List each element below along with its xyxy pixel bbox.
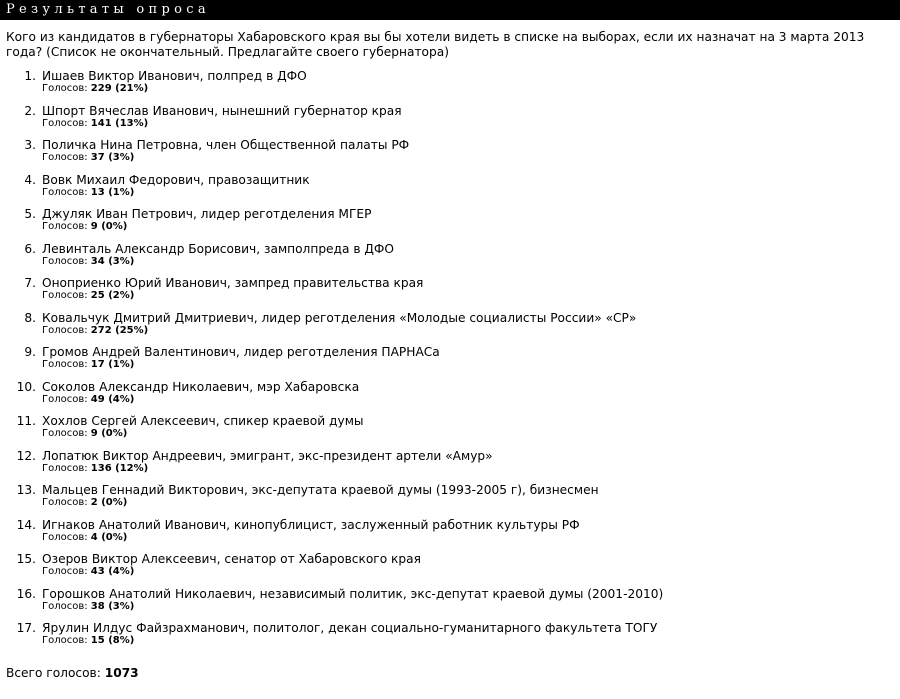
poll-option-label: Ишаев Виктор Иванович, полпред в ДФО: [42, 69, 307, 83]
poll-option-number: 12.: [16, 448, 36, 463]
poll-option-votes: [42, 566, 134, 578]
poll-option-votes: [42, 256, 134, 268]
poll-option: [0, 173, 900, 208]
poll-option: [0, 138, 900, 173]
poll-option: [0, 587, 900, 622]
poll-option-label: Ковальчук Дмитрий Дмитриевич, лидер реготделения «Молодые социалисты России» «СР»: [42, 310, 637, 325]
poll-option-votes: [42, 601, 134, 613]
votes-value: 38 (3%): [90, 600, 135, 612]
poll-option-votes: [42, 152, 134, 164]
votes-label: Голосов:: [42, 324, 88, 336]
poll-option-number: 11.: [16, 414, 36, 428]
votes-value: 15 (8%): [90, 635, 135, 646]
votes-value: 34 (3%): [90, 255, 135, 267]
poll-option-number: 9.: [24, 345, 36, 359]
total-votes: [6, 666, 139, 681]
poll-option-votes: [42, 290, 134, 302]
votes-label: Голосов:: [42, 186, 88, 198]
poll-option: [0, 276, 900, 311]
poll-option-votes: [42, 532, 127, 544]
poll-options-list: [0, 69, 900, 656]
votes-label: Голосов:: [42, 221, 88, 232]
poll-option-votes: [42, 359, 134, 371]
poll-option-label: Оноприенко Юрий Иванович, зампред правительства края: [42, 276, 424, 290]
poll-option-votes: [42, 118, 148, 130]
votes-label: Голосов:: [42, 600, 88, 612]
poll-option-label: Джуляк Иван Петрович, лидер реготделения МГЕР: [42, 207, 372, 221]
poll-option-votes: [42, 83, 148, 95]
votes-value: 17 (1%): [90, 359, 135, 370]
votes-label: Голосов:: [42, 393, 88, 405]
poll-option-label: Хохлов Сергей Алексеевич, спикер краевой думы: [42, 414, 364, 428]
poll-option-votes: [42, 497, 127, 509]
poll-option-label: Мальцев Геннадий Викторович, экс-депутата краевой думы (1993-2005 г), бизнесмен: [42, 483, 599, 497]
poll-option-label: Горошков Анатолий Николаевич, независимый политик, экс-депутат краевой думы (2001-2010): [42, 586, 664, 601]
votes-value: 4 (0%): [90, 531, 128, 543]
votes-label: Голосов:: [42, 152, 88, 163]
poll-question: Кого из кандидатов в губернаторы Хабаровского края вы бы хотели видеть в списке на выборах, если их назначат на 3 марта 2013 года? (Список не окончательный. Предлагайте своего губернатора): [6, 30, 865, 59]
poll-option: [0, 518, 900, 553]
votes-label: Голосов:: [42, 462, 88, 474]
votes-label: Голосов:: [42, 255, 88, 267]
poll-option-number: 3.: [24, 138, 36, 152]
votes-value: 49 (4%): [90, 393, 135, 405]
poll-option-number: 14.: [16, 517, 36, 532]
total-votes-label: Всего голосов:: [6, 666, 101, 680]
poll-option-votes: [42, 221, 127, 233]
poll-option-number: 17.: [16, 621, 36, 635]
votes-value: 141 (13%): [90, 117, 149, 129]
votes-label: Голосов:: [42, 531, 88, 543]
poll-option-label: Шпорт Вячеслав Иванович, нынешний губернатор края: [42, 103, 402, 118]
poll-option-number: 8.: [24, 310, 36, 325]
votes-label: Голосов:: [42, 83, 88, 94]
header-bar: [0, 0, 900, 20]
poll-option-number: 7.: [24, 276, 36, 290]
poll-option: [0, 345, 900, 380]
poll-option-label: Ярулин Илдус Файзрахманович, политолог, декан социально-гуманитарного факультета ТОГУ: [42, 621, 658, 635]
poll-option-label: Поличка Нина Петровна, член Общественной палаты РФ: [42, 138, 410, 152]
votes-value: 37 (3%): [90, 152, 135, 163]
poll-option: [0, 311, 900, 346]
votes-label: Голосов:: [42, 428, 88, 439]
votes-value: 136 (12%): [90, 462, 149, 474]
poll-option: [0, 552, 900, 587]
poll-option: [0, 621, 900, 656]
poll-option-label: Озеров Виктор Алексеевич, сенатор от Хабаровского края: [42, 552, 421, 566]
votes-value: 229 (21%): [90, 83, 149, 94]
votes-label: Голосов:: [42, 635, 88, 646]
votes-label: Голосов:: [42, 566, 88, 577]
votes-label: Голосов:: [42, 497, 88, 508]
poll-option: [0, 207, 900, 242]
poll-option: [0, 380, 900, 415]
votes-value: 43 (4%): [90, 566, 135, 577]
total-votes-value: 1073: [104, 666, 139, 680]
poll-option-label: Лопатюк Виктор Андреевич, эмигрант, экс-президент артели «Амур»: [42, 448, 493, 463]
poll-option-votes: [42, 394, 134, 406]
poll-option-number: 5.: [24, 207, 36, 221]
votes-value: 9 (0%): [90, 428, 128, 439]
votes-value: 25 (2%): [90, 290, 135, 301]
poll-option-number: 15.: [16, 552, 36, 566]
poll-option-label: Вовк Михаил Федорович, правозащитник: [42, 172, 310, 187]
poll-option-number: 16.: [16, 586, 36, 601]
votes-value: 272 (25%): [90, 324, 149, 336]
votes-value: 13 (1%): [90, 186, 135, 198]
poll-option-votes: [42, 428, 127, 440]
poll-option-label: Левинталь Александр Борисович, замполпреда в ДФО: [42, 241, 394, 256]
poll-option: [0, 414, 900, 449]
poll-option-votes: [42, 187, 134, 199]
poll-option-number: 4.: [24, 172, 36, 187]
votes-label: Голосов:: [42, 359, 88, 370]
poll-option: [0, 449, 900, 484]
poll-option: [0, 483, 900, 518]
poll-option: [0, 242, 900, 277]
poll-option-label: Громов Андрей Валентинович, лидер реготделения ПАРНАСа: [42, 345, 440, 359]
poll-option-votes: [42, 463, 148, 475]
poll-option-label: Игнаков Анатолий Иванович, кинопублицист, заслуженный работник культуры РФ: [42, 517, 580, 532]
votes-label: Голосов:: [42, 117, 88, 129]
poll-option-number: 6.: [24, 241, 36, 256]
votes-label: Голосов:: [42, 290, 88, 301]
poll-option-votes: [42, 325, 148, 337]
poll-option-number: 1.: [24, 69, 36, 83]
votes-value: 9 (0%): [90, 221, 128, 232]
poll-option-label: Соколов Александр Николаевич, мэр Хабаровска: [42, 379, 360, 394]
poll-option: [0, 69, 900, 104]
votes-value: 2 (0%): [90, 497, 128, 508]
page-title: Результаты опроса: [6, 2, 210, 17]
poll-option-number: 10.: [16, 379, 36, 394]
poll-option-votes: [42, 635, 134, 647]
poll-option-number: 13.: [16, 483, 36, 497]
poll-option: [0, 104, 900, 139]
poll-option-number: 2.: [24, 103, 36, 118]
